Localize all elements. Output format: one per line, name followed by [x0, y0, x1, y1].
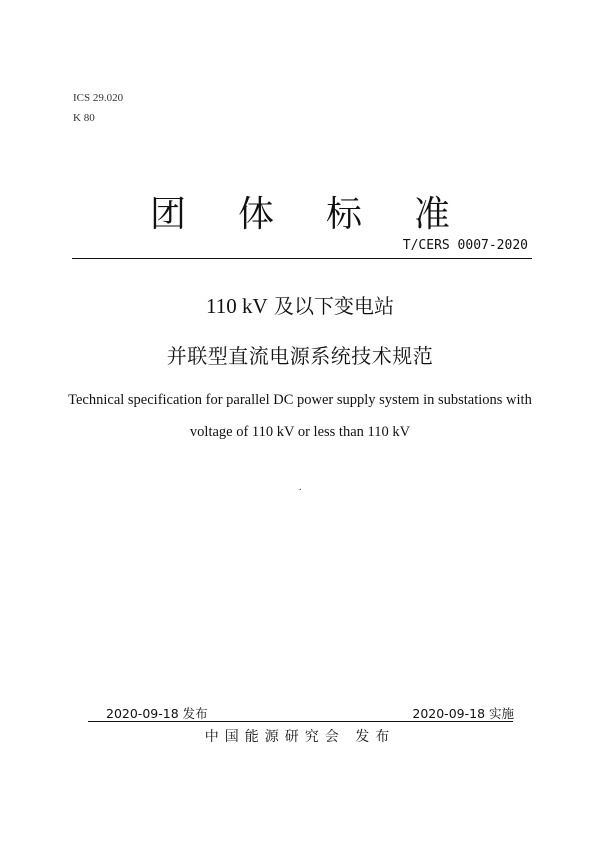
footer-divider	[88, 721, 513, 722]
ics-code: ICS 29.020	[73, 92, 124, 104]
issue-date: 2020-09-18 发布	[106, 706, 208, 721]
implementation-date: 2020-09-18 实施	[412, 706, 514, 721]
center-mark: .	[299, 482, 302, 493]
ccs-code: K 80	[73, 112, 95, 124]
publisher: 中国能源研究会 发布	[204, 729, 396, 745]
document-type-heading: 团体标准	[149, 194, 502, 235]
header-divider	[72, 258, 532, 259]
title-line-1-text: 及以下变电站	[267, 294, 394, 318]
english-title-line-2: voltage of 110 kV or less than 110 kV	[189, 424, 411, 440]
standard-number: T/CERS 0007-2020	[402, 238, 528, 253]
title-voltage: 110 kV	[206, 294, 268, 318]
chinese-title-line-2: 并联型直流电源系统技术规范	[166, 344, 434, 368]
chinese-title-line-1	[0, 290, 600, 319]
english-title-line-1: Technical specification for parallel DC power supply system in substations with	[68, 392, 532, 408]
